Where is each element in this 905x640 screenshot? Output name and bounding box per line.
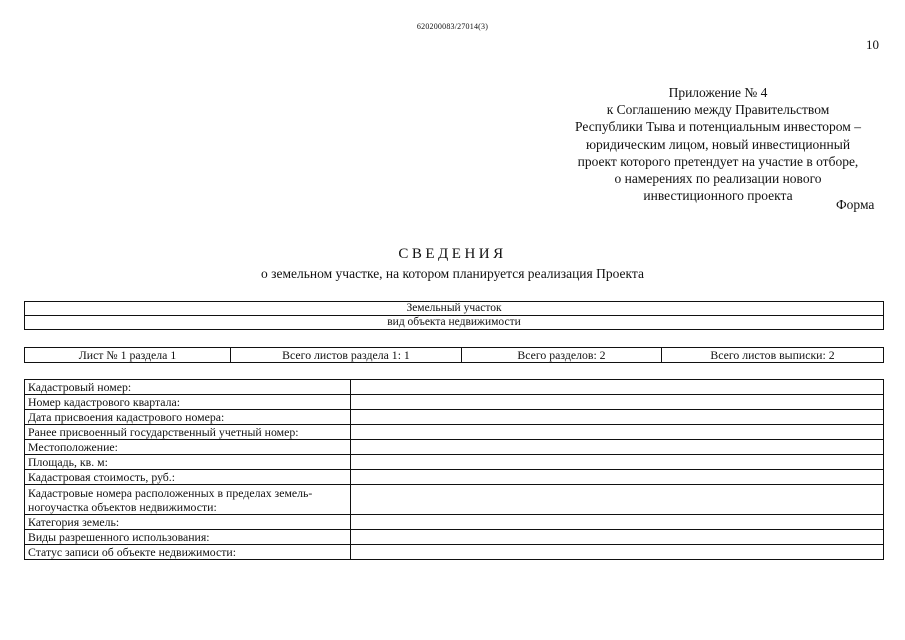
page-title: СВЕДЕНИЯ [398, 246, 507, 262]
appendix-header [548, 84, 888, 204]
field-value[interactable] [351, 380, 884, 395]
field-label: Номер кадастрового квартала: [25, 395, 351, 410]
parcel-object-table [24, 301, 884, 330]
appendix-line: Приложение № 4 [668, 85, 768, 100]
page-subtitle: о земельном участке, на котором планируется реализация Проекта [261, 266, 644, 281]
field-value[interactable] [351, 395, 884, 410]
field-label: Кадастровая стоимость, руб.: [25, 470, 351, 485]
field-label: Кадастровый номер: [25, 380, 351, 395]
field-value[interactable] [351, 440, 884, 455]
field-label: Виды разрешенного использования: [25, 530, 351, 545]
sheet-number-cell: Лист № 1 раздела 1 [25, 348, 231, 363]
page-number: 10 [866, 37, 879, 52]
table-row [25, 485, 884, 515]
document-id: 620200083/27014(3) [416, 22, 489, 31]
total-sheets-section-cell: Всего листов раздела 1: 1 [231, 348, 462, 363]
appendix-line: о намерениях по реализации нового [614, 171, 822, 187]
table-row [25, 515, 884, 530]
field-label: Статус записи об объекте недвижимости: [25, 545, 351, 560]
table-row [25, 380, 884, 395]
table-row [25, 455, 884, 470]
field-value[interactable] [351, 455, 884, 470]
table-row [25, 530, 884, 545]
field-value[interactable] [351, 485, 884, 515]
appendix-line: к Соглашению между Правительством [606, 102, 830, 118]
field-label: Дата присвоения кадастрового номера: [25, 410, 351, 425]
table-row [25, 470, 884, 485]
appendix-line: проект которого претендует на участие в отборе, [577, 153, 859, 169]
field-value[interactable] [351, 515, 884, 530]
table-row [25, 545, 884, 560]
sheet-info-table [24, 347, 884, 363]
appendix-line: Республики Тыва и потенциальным инвестором – [575, 119, 861, 135]
field-value[interactable] [351, 410, 884, 425]
field-value[interactable] [351, 425, 884, 440]
table-row [25, 410, 884, 425]
appendix-line: инвестиционного проекта [643, 188, 793, 204]
object-type-caption-cell: вид объекта недвижимости [25, 316, 884, 330]
field-value[interactable] [351, 470, 884, 485]
field-label: Категория земель: [25, 515, 351, 530]
field-value[interactable] [351, 530, 884, 545]
form-label: Форма [836, 197, 875, 212]
total-sections-cell: Всего разделов: 2 [462, 348, 662, 363]
field-label: Местоположение: [25, 440, 351, 455]
parcel-fields-table [24, 379, 884, 560]
table-row [25, 425, 884, 440]
appendix-line: юридическим лицом, новый инвестиционный [585, 136, 851, 152]
field-value[interactable] [351, 545, 884, 560]
table-row [25, 395, 884, 410]
total-sheets-extract-cell: Всего листов выписки: 2 [662, 348, 884, 363]
field-label: Ранее присвоенный государственный учетный номер: [25, 425, 351, 440]
object-name-cell: Земельный участок [25, 302, 884, 316]
field-label: Кадастровые номера расположенных в пределах земель-ногоучастка объектов недвижимости: [25, 485, 351, 515]
table-row [25, 440, 884, 455]
field-label: Площадь, кв. м: [25, 455, 351, 470]
